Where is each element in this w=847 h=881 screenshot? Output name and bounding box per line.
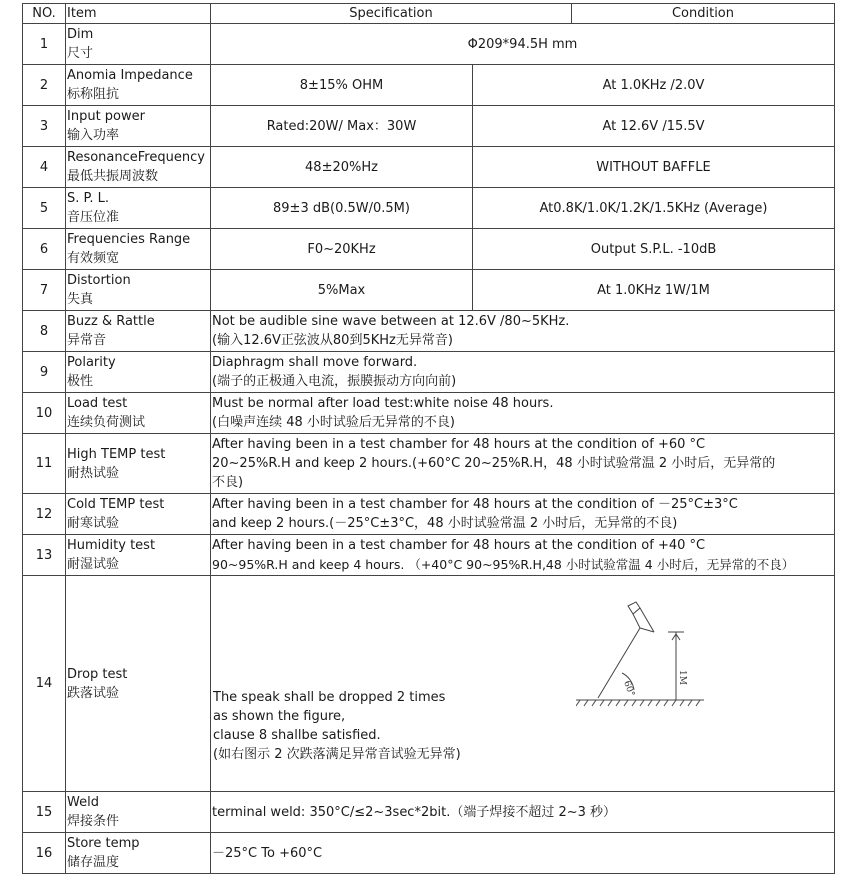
row-item: Polarity 极性 (66, 352, 211, 393)
row-condition: WITHOUT BAFFLE (473, 147, 835, 188)
row-no: 9 (23, 352, 66, 393)
table-row (23, 535, 835, 576)
row-spec: terminal weld: 350°C/≤2~3sec*2bit.（端子焊接不超过 2~3 秒） (211, 792, 835, 833)
table-row (23, 833, 835, 874)
table-row (23, 352, 835, 393)
row-item: Buzz & Rattle 异常音 (66, 311, 211, 352)
row-no: 11 (23, 434, 66, 494)
row-item: Store temp 储存温度 (66, 833, 211, 874)
row-item: Load test 连续负荷测试 (66, 393, 211, 434)
table-row (23, 494, 835, 535)
header-row (23, 4, 835, 24)
row-item: ResonanceFrequency 最低共振周波数 (66, 147, 211, 188)
header-condition: Condition (572, 4, 835, 24)
row-item: Weld 焊接条件 (66, 792, 211, 833)
row-condition: At 1.0KHz 1W/1M (473, 270, 835, 311)
header-spec: Specification (211, 4, 572, 24)
row-spec: 89±3 dB(0.5W/0.5M) (211, 188, 473, 229)
table-row (23, 24, 835, 65)
row-spec: 48±20%Hz (211, 147, 473, 188)
table-row (23, 576, 835, 792)
row-spec: Not be audible sine wave between at 12.6V /80~5KHz. (输入12.6V正弦波从80到5KHz无异常音) (211, 311, 835, 352)
ground-hatch (576, 700, 700, 706)
row-spec: After having been in a test chamber for 48 hours at the condition of －25°C±3°C and keep 2 hours.(－25°C±3°C，48 小时试验常温 2 小时后，无异常的不良) (211, 494, 835, 535)
row-no: 15 (23, 792, 66, 833)
table-row (23, 393, 835, 434)
drop-test-text: The speak shall be dropped 2 times as shown the figure, clause 8 shallbe satisfied. (如右图示 2 次跌落满足异常音试验无异常) (213, 690, 461, 762)
row-item: Distortion 失真 (66, 270, 211, 311)
row-spec: Must be normal after load test:white noise 48 hours. (白噪声连续 48 小时试验后无异常的不良) (211, 393, 835, 434)
row-item: Cold TEMP test 耐寒试验 (66, 494, 211, 535)
row-condition: At 1.0KHz /2.0V (473, 65, 835, 106)
row-no: 3 (23, 106, 66, 147)
row-condition: At 12.6V /15.5V (473, 106, 835, 147)
row-spec: －25°C To +60°C (211, 833, 835, 874)
table-row (23, 106, 835, 147)
row-no: 7 (23, 270, 66, 311)
row-no: 4 (23, 147, 66, 188)
row-no: 5 (23, 188, 66, 229)
table-row (23, 65, 835, 106)
table-row (23, 229, 835, 270)
table-row (23, 270, 835, 311)
table-row (23, 311, 835, 352)
height-label: 1M (677, 670, 687, 685)
row-condition: At0.8K/1.0K/1.2K/1.5KHz (Average) (473, 188, 835, 229)
row-item: Anomia Impedance 标称阻抗 (66, 65, 211, 106)
row-spec: 5%Max (211, 270, 473, 311)
table-row (23, 434, 835, 494)
row-item: Dim 尺寸 (66, 24, 211, 65)
row-spec: Rated:20W/ Max：30W (211, 106, 473, 147)
speaker-shape (628, 602, 654, 632)
row-no: 10 (23, 393, 66, 434)
table-row (23, 147, 835, 188)
row-no: 13 (23, 535, 66, 576)
row-condition: Output S.P.L. -10dB (473, 229, 835, 270)
row-no: 16 (23, 833, 66, 874)
spec-table (22, 3, 835, 874)
header-no: NO. (23, 4, 66, 24)
row-item: Drop test 跌落试验 (66, 576, 211, 792)
table-row (23, 792, 835, 833)
row-spec: 8±15% OHM (211, 65, 473, 106)
header-item: Item (66, 4, 211, 24)
row-no: 12 (23, 494, 66, 535)
row-spec: After having been in a test chamber for 48 hours at the condition of +60 °C 20~25%R.H and keep 2 hours.(+60°C 20~25%R.H，48 小时试验常温 2 小时后，无异常的 不良) (211, 434, 835, 494)
row-spec: F0~20KHz (211, 229, 473, 270)
drop-test-figure (576, 598, 706, 710)
angle-label: 60° (621, 679, 637, 699)
row-item: Input power 输入功率 (66, 106, 211, 147)
row-no: 14 (23, 576, 66, 792)
row-spec: Diaphragm shall move forward. (端子的正极通入电流，振膜振动方向向前) (211, 352, 835, 393)
row-no: 6 (23, 229, 66, 270)
row-no: 8 (23, 311, 66, 352)
row-item: S. P. L. 音压位准 (66, 188, 211, 229)
row-item: High TEMP test 耐热试验 (66, 434, 211, 494)
row-spec: Φ209*94.5H mm (211, 24, 835, 65)
table-row (23, 188, 835, 229)
row-spec (211, 576, 835, 792)
row-no: 2 (23, 65, 66, 106)
row-item: Frequencies Range 有效频宽 (66, 229, 211, 270)
row-spec: After having been in a test chamber for 48 hours at the condition of +40 °C 90~95%R.H and keep 4 hours. （+40°C 90~95%R.H,48 小时试验常温 4 小时后，无异常的不良） (211, 535, 835, 576)
row-no: 1 (23, 24, 66, 65)
row-item: Humidity test 耐湿试验 (66, 535, 211, 576)
